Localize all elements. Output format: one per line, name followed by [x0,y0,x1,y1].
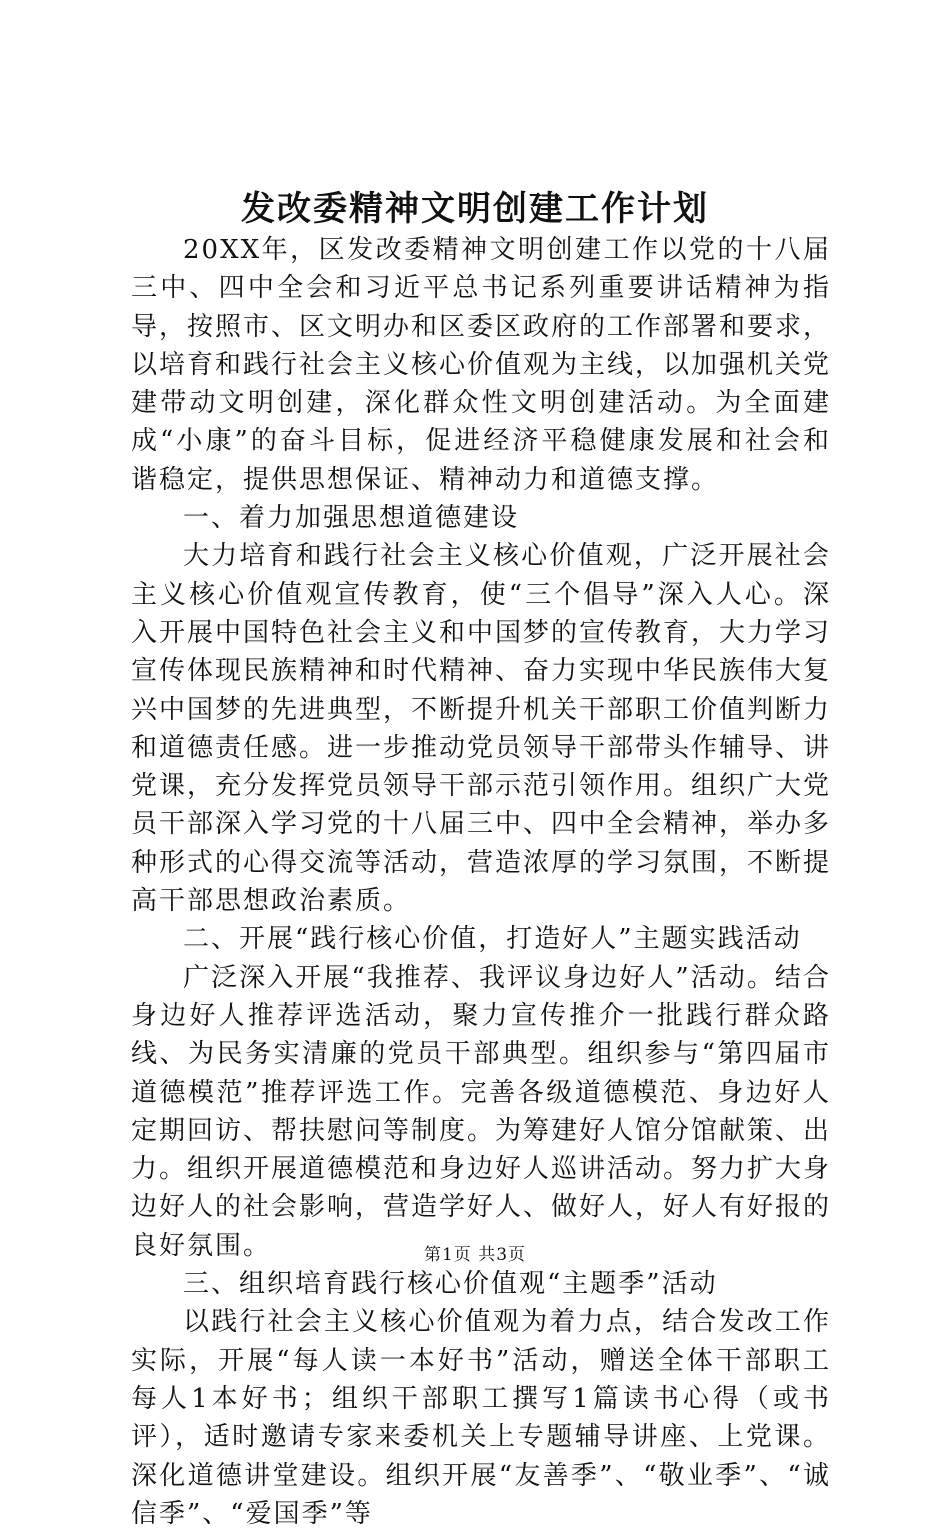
section-heading-1: 一、着力加强思想道德建设 [183,503,520,534]
document-body [131,231,831,1533]
section-paragraph-3: 以践行社会主义核心价值观为着力点，结合发改工作实际，开展“每人读一本好书”活动，赠送全体干部职工每人1本好书；组织干部职工撰写1篇读书心得（或书评），适时邀请专家来委机关上专题辅导讲座、上党课。深化道德讲堂建设。组织开展“友善季”、“敬业季”、“诚信季”、“爱国季”等 [131,1307,831,1529]
section-paragraph-2: 广泛深入开展“我推荐、我评议身边好人”活动。结合身边好人推荐评选活动，聚力宣传推介一批践行群众路线、为民务实清廉的党员干部典型。组织参与“第四届市道德模范”推荐评选工作。完善各级道德模范、身边好人定期回访、帮扶慰问等制度。为筹建好人馆分馆献策、出力。组织开展道德模范和身边好人巡讲活动。努力扩大身边好人的社会影响，营造学好人、做好人，好人有好报的良好氛围。 [131,962,832,1261]
page-number-footer: 第1页 共3页 [423,1245,527,1265]
section-heading-3: 三、组织培育践行核心价值观“主题季”活动 [183,1269,718,1300]
intro-paragraph: 20XX年，区发改委精神文明创建工作以党的十八届三中、四中全会和习近平总书记系列重要讲话精神为指导，按照市、区文明办和区委区政府的工作部署和要求，以培育和践行社会主义核心价值观为主线，以加强机关党建带动文明创建，深化群众性文明创建活动。为全面建成“小康”的奋斗目标，促进经济平稳健康发展和社会和谐稳定，提供思想保证、精神动力和道德支撑。 [131,235,832,495]
page-title: 发改委精神文明创建工作计划 [241,189,709,229]
section-heading-2: 二、开展“践行核心价值，打造好人”主题实践活动 [183,924,802,955]
section-paragraph-1: 大力培育和践行社会主义核心价值观，广泛开展社会主义核心价值观宣传教育，使“三个倡导”深入人心。深入开展中国特色社会主义和中国梦的宣传教育，大力学习宣传体现民族精神和时代精神、奋力实现中华民族伟大复兴中国梦的先进典型，不断提升机关干部职工价值判断力和道德责任感。进一步推动党员领导干部带头作辅导、讲党课，充分发挥党员领导干部示范引领作用。组织广大党员干部深入学习党的十八届三中、四中全会精神，举办多种形式的心得交流等活动，营造浓厚的学习氛围，不断提高干部思想政治素质。 [131,541,832,917]
